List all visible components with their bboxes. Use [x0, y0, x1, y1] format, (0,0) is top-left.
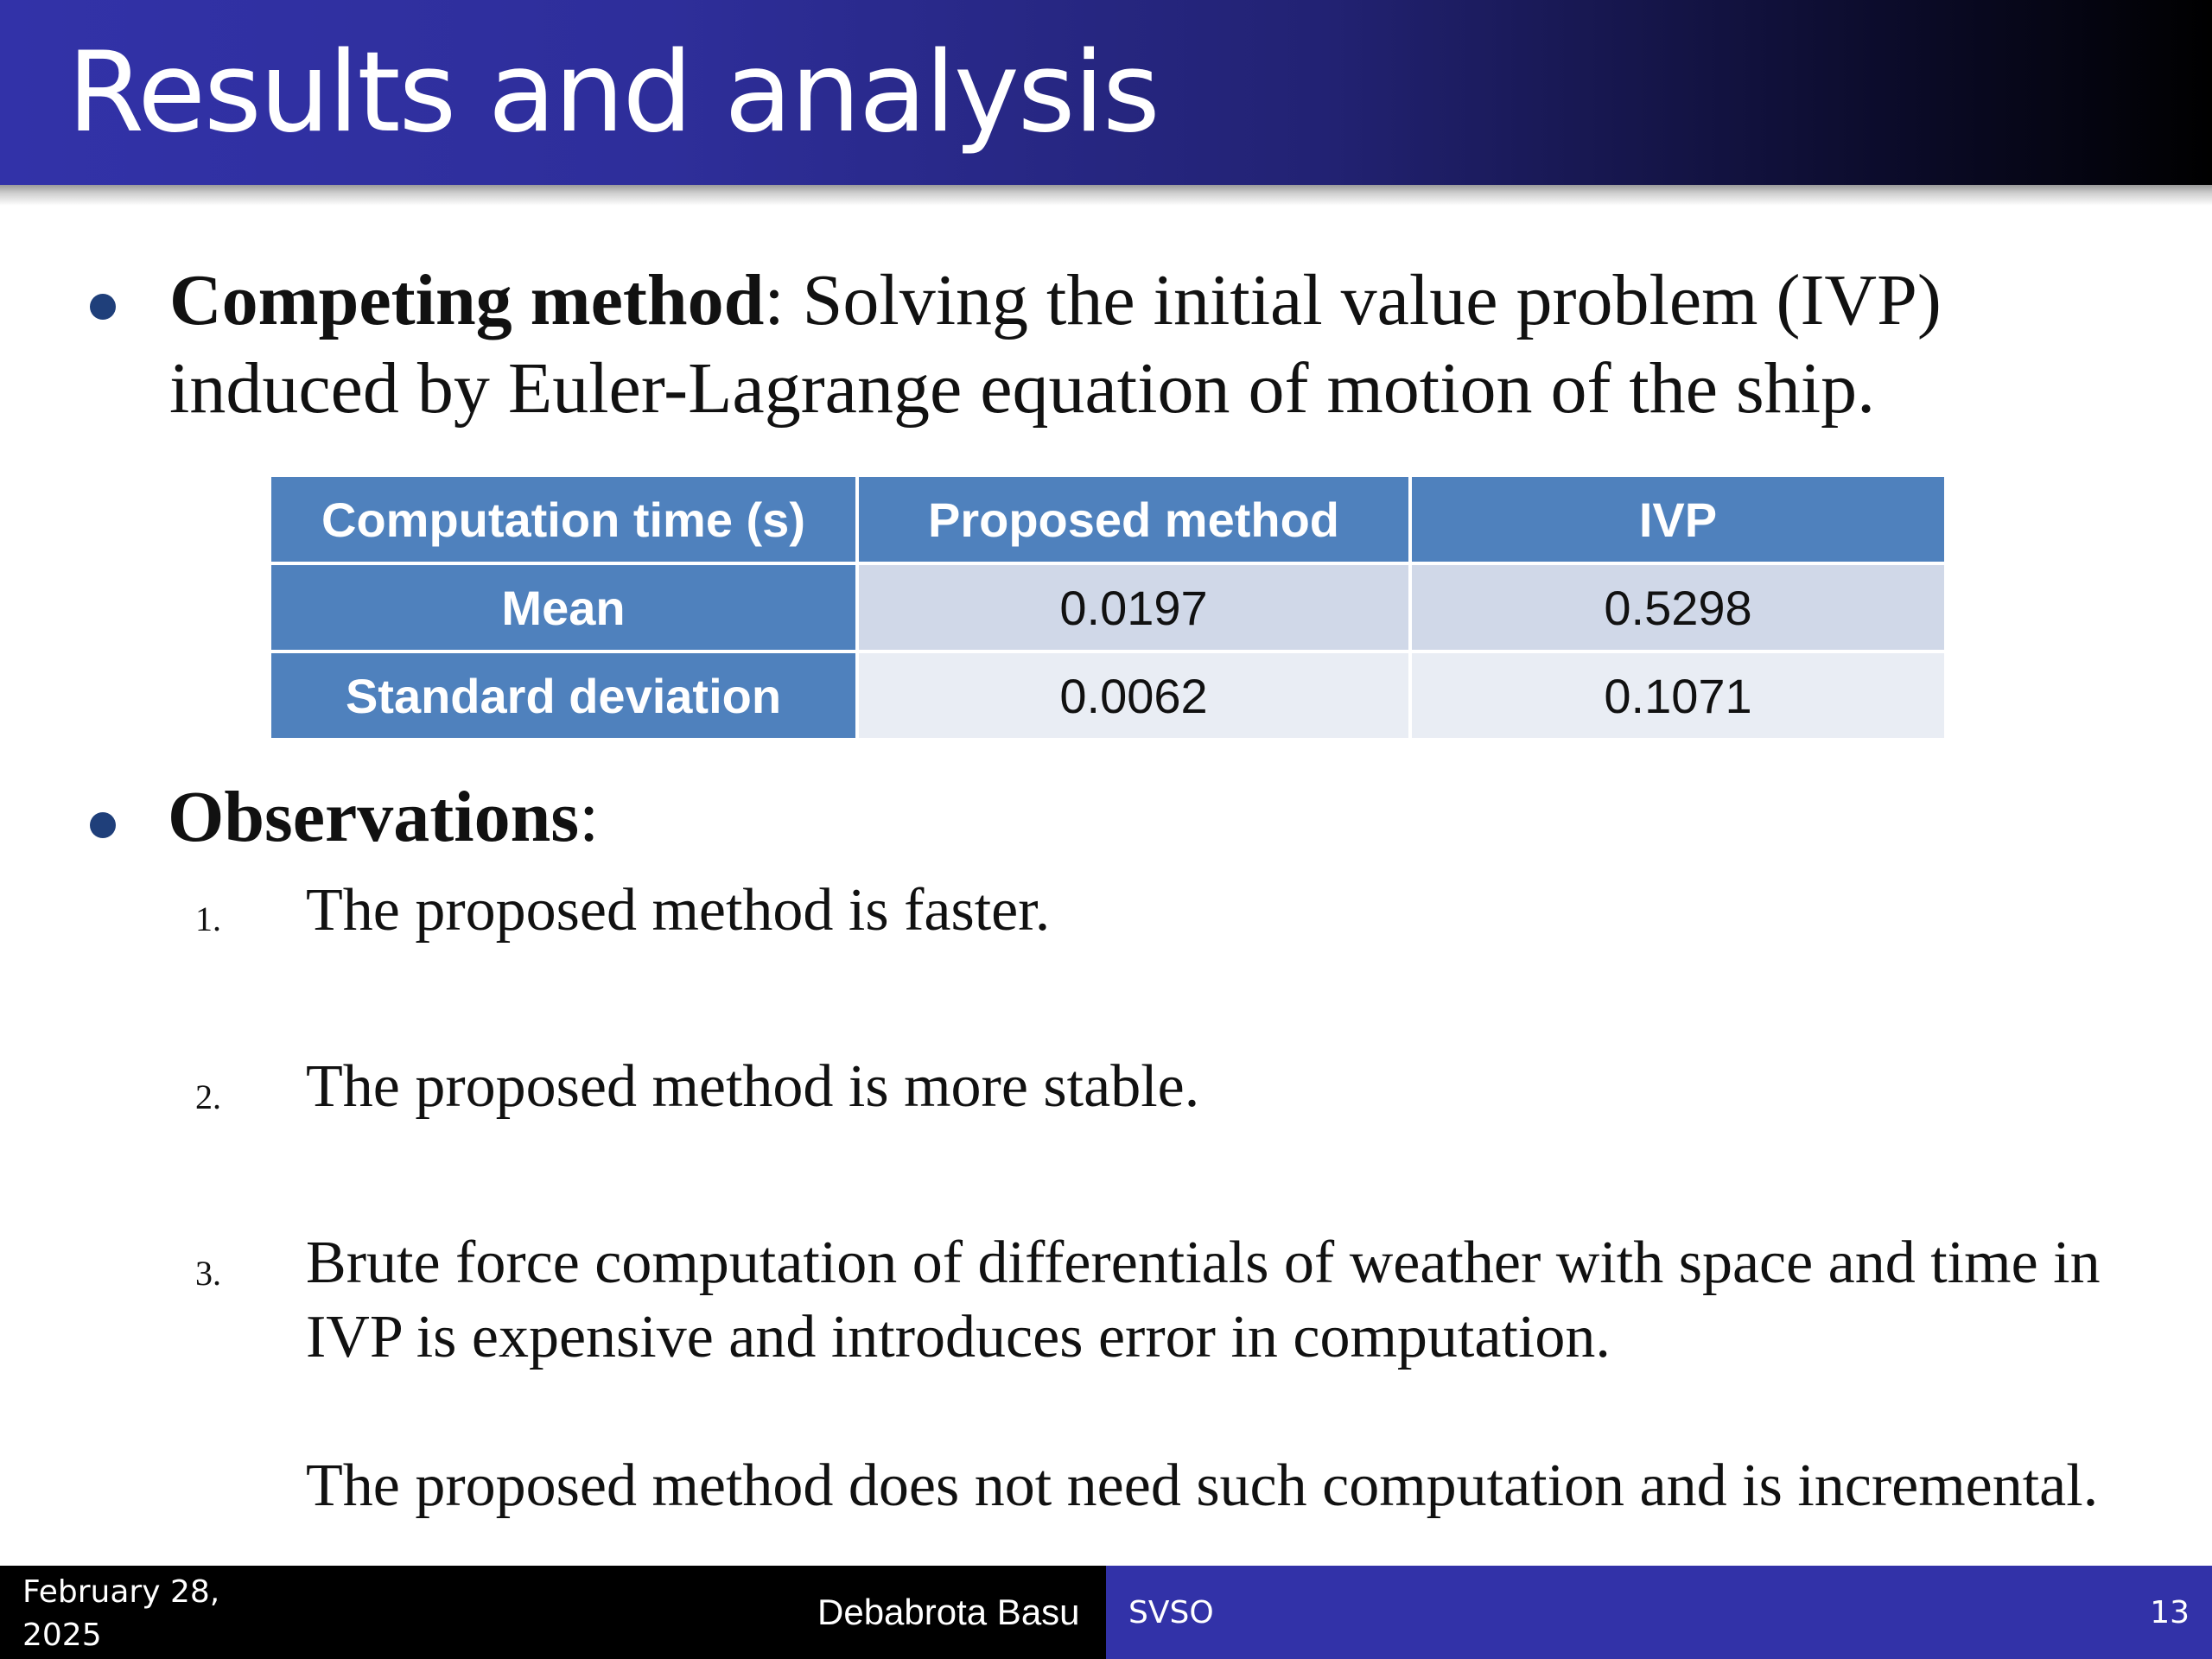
observations-heading: [168, 772, 599, 862]
page-number: 13: [2150, 1595, 2190, 1630]
header-shadow: [0, 185, 2212, 206]
list-number: 1.: [195, 899, 221, 938]
table-cell: 0.1071: [1410, 652, 1946, 740]
footer-date: [22, 1571, 282, 1657]
observation-text: The proposed method is more stable.: [306, 1053, 1200, 1120]
bullet-icon: [90, 812, 116, 838]
table-cell: 0.0197: [857, 563, 1410, 652]
observation-text: The proposed method is faster.: [306, 877, 1051, 944]
footer-org: SVSO: [1128, 1595, 1214, 1630]
competing-method-line2: induced by Euler-Lagrange equation of motion of the ship.: [169, 348, 1876, 429]
computation-time-table: [268, 474, 1948, 741]
table-cell: 0.0062: [857, 652, 1410, 740]
footer-date-line1: February 28,: [22, 1574, 220, 1610]
row-label: Mean: [270, 563, 857, 652]
table-header-row: [270, 475, 1946, 563]
competing-method-line1: [169, 256, 1942, 346]
competing-method-label: Competing method: [169, 260, 765, 340]
footer-date-line2: 2025: [22, 1618, 102, 1653]
observation-text: Brute force computation of differentials of weather with space and time in: [306, 1230, 2101, 1296]
observations-label: Observations: [168, 777, 580, 857]
row-label: Standard deviation: [270, 652, 857, 740]
list-number: 2.: [195, 1077, 221, 1116]
slide-title: Results and analysis: [67, 29, 1159, 157]
competing-method-desc: : Solving the initial value problem (IVP): [764, 260, 1942, 340]
footer-author: Debabrota Basu: [817, 1592, 1080, 1632]
observations-colon: :: [579, 777, 600, 857]
table-row: [270, 652, 1946, 740]
list-number: 3.: [195, 1254, 221, 1293]
table-header-cell: Computation time (s): [270, 475, 857, 563]
table-header-cell: Proposed method: [857, 475, 1410, 563]
observation-text: IVP is expensive and introduces error in computation.: [306, 1304, 1611, 1370]
table-row: [270, 563, 1946, 652]
table-header-cell: IVP: [1410, 475, 1946, 563]
footer-right-band: [1106, 1566, 2212, 1659]
closing-statement: The proposed method does not need such computation and is incremental.: [306, 1452, 2099, 1519]
bullet-icon: [90, 294, 116, 320]
table-cell: 0.5298: [1410, 563, 1946, 652]
